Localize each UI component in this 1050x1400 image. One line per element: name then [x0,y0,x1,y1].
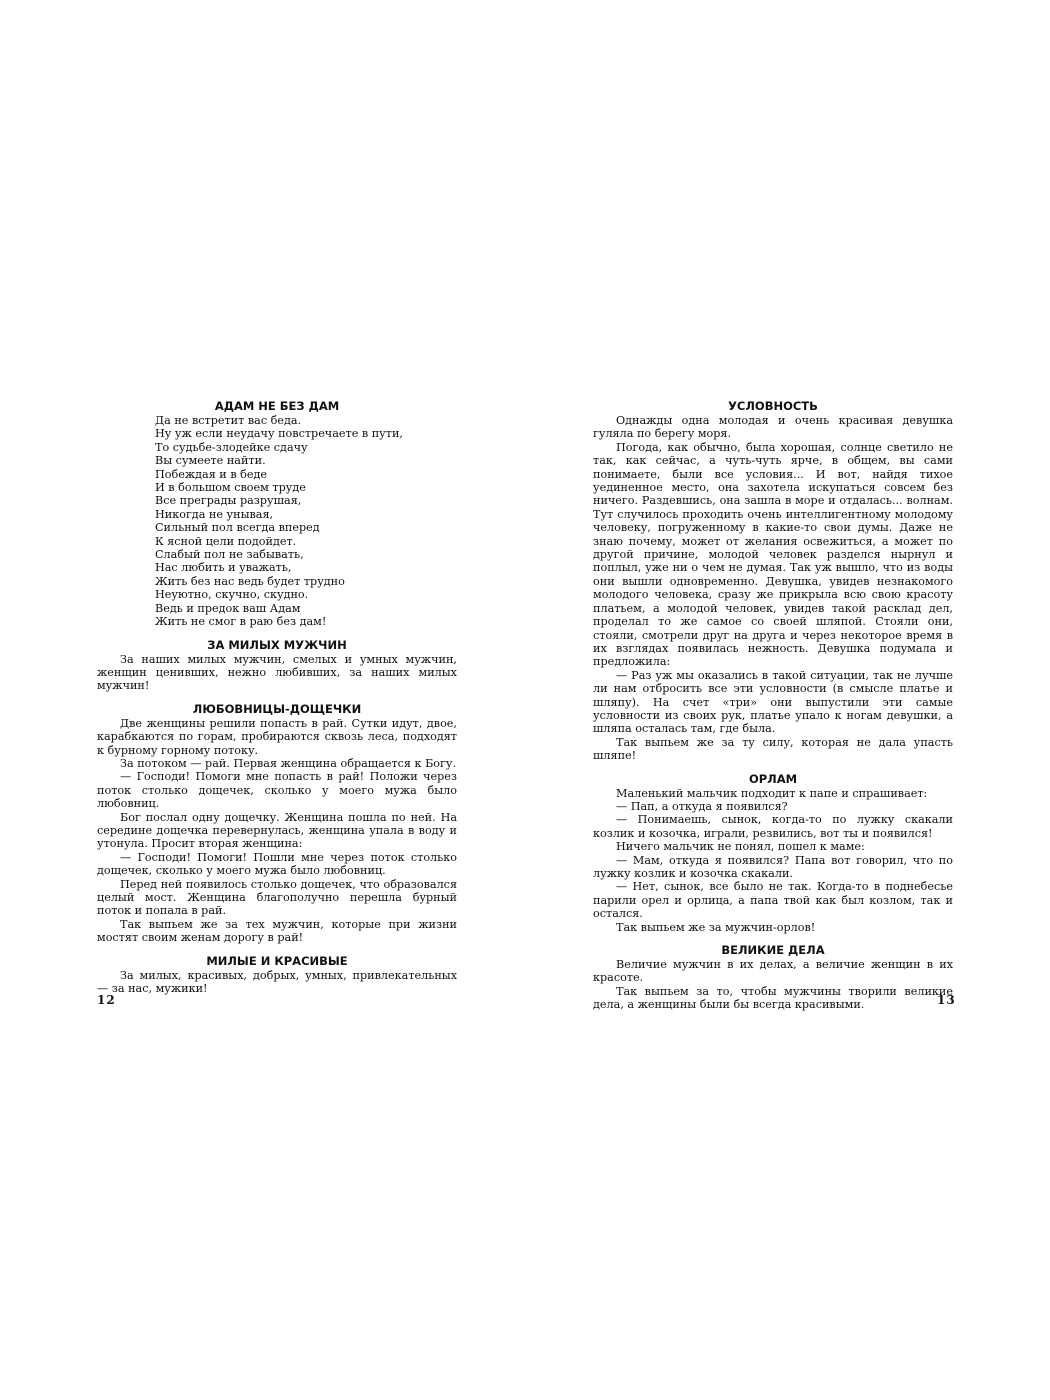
heading-za-milyh: ЗА МИЛЫХ МУЖЧИН [207,637,347,652]
poem-line: Вы сумеете найти. [155,454,266,468]
paragraph: За потоком — рай. Первая женщина обращается к Богу. [120,756,457,770]
heading-lyubovnicy: ЛЮБОВНИЦЫ-ДОЩЕЧКИ [192,701,362,716]
left-page [97,399,457,995]
paragraph: Две женщины решили попасть в рай. Сутки идут, двое, карабкаются по горам, пробираются сквозь леса, подходят к бурному горному потоку. [97,716,457,757]
poem-line: Все преграды разрушая, [155,494,302,508]
paragraph: — Нет, сынок, все было не так. Когда-то в поднебесье парили орел и орлица, а папа твой как был козлом, так и остался. [593,880,953,921]
poem-line: Сильный пол всегда вперед [155,521,320,535]
right-page [593,399,953,1012]
paragraph: Перед ней появилось столько дощечек, что образовался целый мост. Женщина благополучно перешла бурный поток и попала в рай. [97,877,457,918]
heading-milye: МИЛЫЕ И КРАСИВЫЕ [206,953,348,968]
poem-line: Слабый пол не забывать, [155,548,304,562]
paragraph: Так выпьем за то, чтобы мужчины творили великие дела, а женщины были бы всегда красивыми. [593,984,953,1012]
poem-line: Побеждая и в беде [155,467,268,481]
poem-line: То судьбе-злодейке сдачу [155,440,308,454]
poem-line: Жить не смог в раю без дам! [155,615,327,629]
paragraph: — Господи! Помоги мне попасть в рай! Положи через поток столько дощечек, сколько у моего мужа было любовниц. [97,770,457,811]
poem-line: Да не встретит вас беда. [155,414,302,427]
poem-line: Неуютно, скучно, скудно. [155,588,309,602]
poem-line: Ну уж если неудачу повстречаете в пути, [155,427,403,441]
poem-line: К ясной цели подойдет. [155,534,297,548]
paragraph: Погода, как обычно, была хорошая, солнце светило не так, как сейчас, а чуть-чуть ярче, в общем, вы сами понимаете, были все условия... И вот, найдя тихое уединенное место, она захотела искупаться совсем без ничего. Раздевшись, она зашла в море и отдалась... волнам. Тут случилось проходить очень интеллигентному молодому человеку, погруженному в какие-то свои думы. Даже не знаю почему, может от желания освежиться, а может по другой причине, молодой человек разделся нырнул и поплыл, уже ни о чем не думая. Так уж вышло, что из воды они вышли одновременно. Девушка, увидев незнакомого молодого человека, сразу же прикрыла всю свою красоту платьем, а молодой человек, увидев такой расклад дел, проделал то же самое со своей шляпой. Стояли они, стояли, смотрели друг на друга и через некоторое время в их взглядах появилась нежность. Девушка подумала и предложила: [593,440,953,669]
poem-line: Жить без нас ведь будет трудно [155,574,345,588]
paragraph: — Раз уж мы оказались в такой ситуации, так не лучше ли нам отбросить все эти условности (в смысле платье и шляпу). На счет «три» они выпустили эти самые условности из своих рук, платье упало к ногам девушки, а шляпа осталась там, где была. [593,668,953,736]
poem-line: И в большом своем труде [155,481,306,495]
poem-line: Ведь и предок ваш Адам [155,601,301,615]
poem [97,414,457,629]
paragraph: Величие мужчин в их делах, а величие женщин в их красоте. [593,958,953,985]
heading-orlam: ОРЛАМ [748,771,798,786]
heading-adam: АДАМ НЕ БЕЗ ДАМ [214,399,340,413]
paragraph: Однажды одна молодая и очень красивая девушка гуляла по берегу моря. [593,414,953,441]
paragraph: Маленький мальчик подходит к папе и спрашивает: [616,786,928,800]
heading-velikie-dela: ВЕЛИКИЕ ДЕЛА [721,943,825,958]
paragraph: Так выпьем же за тех мужчин, которые при жизни мостят своим женам дорогу в рай! [97,917,457,945]
paragraph: За наших милых мужчин, смелых и умных мужчин, женщин ценивших, нежно любивших, за наших милых мужчин! [97,652,457,693]
heading-uslovnost: УСЛОВНОСТЬ [728,399,818,413]
page-number-right: 13 [937,993,956,1007]
paragraph: Ничего мальчик не понял, пошел к маме: [616,840,865,854]
page-number-left: 12 [97,993,116,1007]
paragraph: За милых, красивых, добрых, умных, привлекательных — за нас, мужики! [97,968,457,996]
paragraph: Бог послал одну дощечку. Женщина пошла по ней. На середине дощечка перевернулась, женщина упала в воду и утонула. Просит вторая женщина: [97,810,457,851]
poem-line: Никогда не унывая, [155,507,274,521]
paragraph: — Понимаешь, сынок, когда-то по лужку скакали козлик и козочка, играли, резвились, вот ты и появился! [593,813,953,840]
paragraph: — Пап, а откуда я появился? [616,799,788,813]
paragraph: — Мам, откуда я появился? Папа вот говорил, что по лужку козлик и козочка скакали. [593,853,953,880]
poem-line: Нас любить и уважать, [155,561,292,575]
paragraph: — Господи! Помоги! Пошли мне через поток столько дощечек, сколько у моего мужа было любовниц. [97,850,457,878]
paragraph: Так выпьем же за мужчин-орлов! [616,920,816,934]
paragraph: Так выпьем же за ту силу, которая не дала упасть шляпе! [593,735,953,763]
